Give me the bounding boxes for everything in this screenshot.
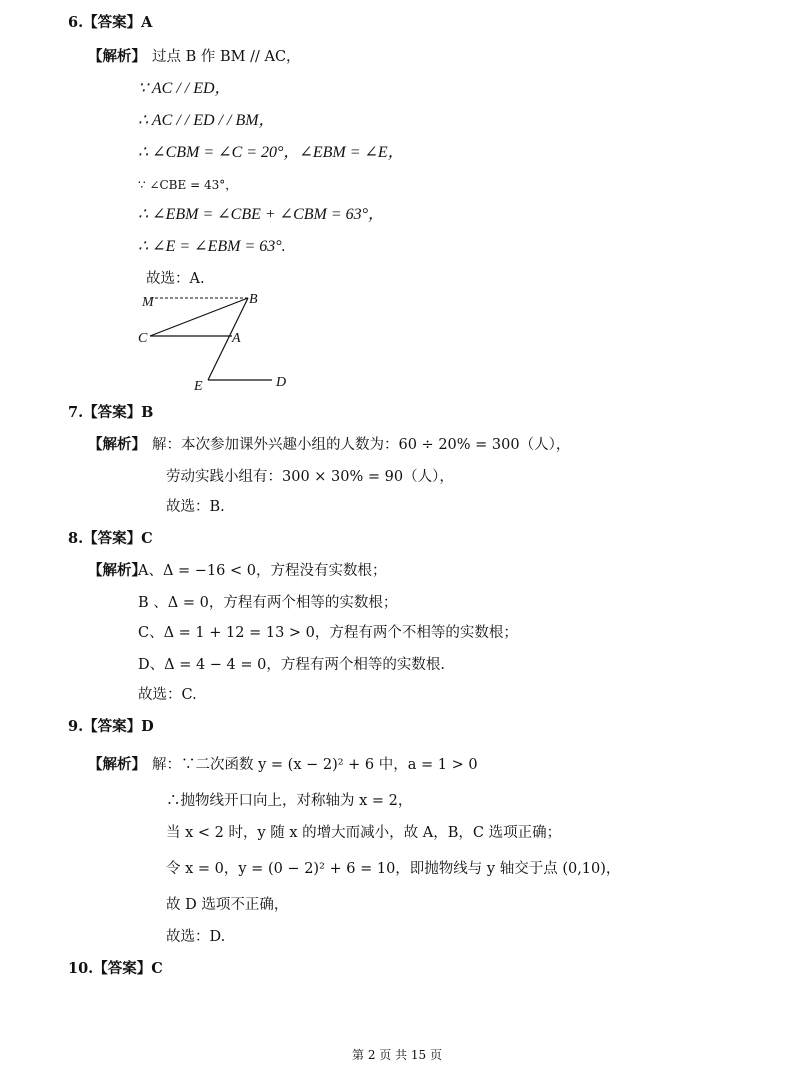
label-d: D bbox=[276, 375, 287, 390]
q10-answer-heading: 10.【答案】C bbox=[68, 960, 163, 977]
q7-analysis-tag: 【解析】 bbox=[88, 436, 146, 453]
page-footer: 第 2 页 共 15 页 bbox=[352, 1048, 442, 1062]
q6-line-6: ∴ ∠EBM = ∠CBE + ∠CBM = 63°， bbox=[138, 206, 385, 223]
q9-line-1: 解：∵二次函数 y = (x − 2)² + 6 中，a = 1 > 0 bbox=[152, 757, 478, 773]
q9-answer-heading: 9.【答案】D bbox=[68, 718, 154, 735]
q6-answer-heading: 6.【答案】A bbox=[68, 14, 153, 31]
q6-geometry-figure bbox=[130, 284, 300, 400]
q6-line-1: 过点 B 作 BM // AC， bbox=[152, 49, 301, 65]
label-c: C bbox=[138, 331, 148, 346]
q8-line-3: C、Δ = 1 + 12 = 13 > 0，方程有两个不相等的实数根； bbox=[138, 625, 518, 641]
q7-line-1: 解：本次参加课外兴趣小组的人数为：60 ÷ 20% = 300（人）， bbox=[152, 437, 571, 453]
q9-line-6: 故选：D. bbox=[166, 929, 226, 945]
q7-line-3: 故选：B. bbox=[166, 499, 225, 515]
q8-line-2: B 、Δ = 0，方程有两个相等的实数根； bbox=[138, 595, 398, 611]
q9-line-2: ∴抛物线开口向上，对称轴为 x = 2， bbox=[166, 793, 413, 809]
q6-line-5: ∵ ∠CBE = 43°， bbox=[138, 178, 238, 192]
q7-line-2: 劳动实践小组有：300 × 30% = 90（人）， bbox=[166, 469, 454, 485]
q6-line-7: ∴ ∠E = ∠EBM = 63°. bbox=[138, 238, 286, 255]
q6-line-2: ∵ AC / / ED， bbox=[138, 80, 231, 97]
q9-line-3: 当 x < 2 时，y 随 x 的增大而减小，故 A，B，C 选项正确； bbox=[166, 825, 562, 841]
q8-analysis-tag: 【解析】 bbox=[88, 562, 146, 579]
q6-line-8: 故选：A. bbox=[146, 271, 205, 287]
q6-line-4: ∴ ∠CBM = ∠C = 20°，∠EBM = ∠E， bbox=[138, 144, 404, 161]
q9-line-4: 令 x = 0，y = (0 − 2)² + 6 = 10，即抛物线与 y 轴交于点 (0,10)， bbox=[166, 861, 621, 877]
q8-answer-heading: 8.【答案】C bbox=[68, 530, 153, 547]
q9-line-5: 故 D 选项不正确， bbox=[166, 897, 289, 913]
label-a: A bbox=[232, 331, 241, 346]
label-e: E bbox=[194, 379, 203, 394]
q8-line-1: A、Δ = −16 < 0，方程没有实数根； bbox=[138, 563, 387, 579]
q6-analysis-tag: 【解析】 bbox=[88, 48, 146, 65]
q8-line-4: D、Δ = 4 − 4 = 0，方程有两个相等的实数根. bbox=[138, 657, 445, 673]
label-m: M bbox=[142, 295, 154, 310]
q8-line-5: 故选：C. bbox=[138, 687, 197, 703]
q9-analysis-tag: 【解析】 bbox=[88, 756, 146, 773]
q6-line-3: ∴ AC / / ED / / BM， bbox=[138, 112, 275, 129]
q7-answer-heading: 7.【答案】B bbox=[68, 404, 154, 421]
label-b: B bbox=[249, 292, 258, 307]
segment-be bbox=[208, 298, 248, 380]
